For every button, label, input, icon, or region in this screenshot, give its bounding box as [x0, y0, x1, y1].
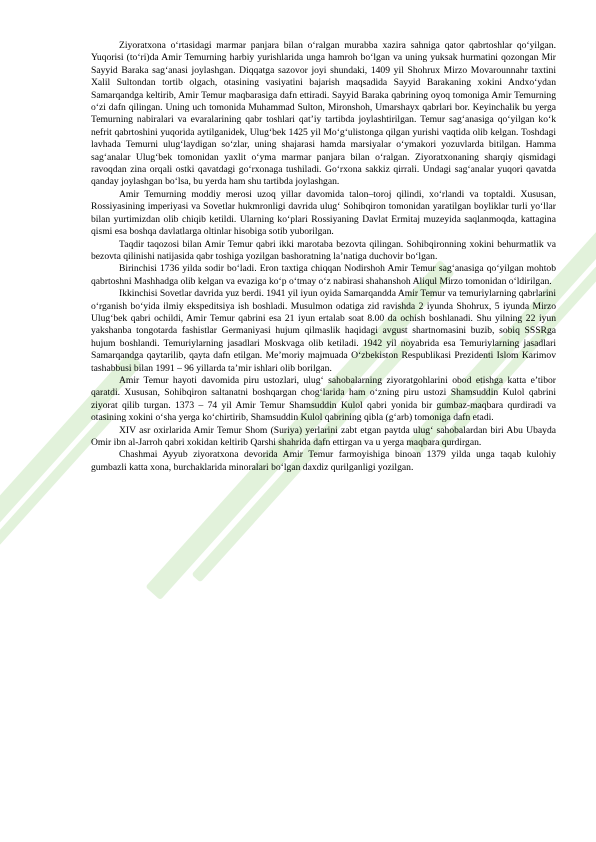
body-text [91, 40, 556, 474]
paragraph: Ikkinchisi Sovetlar davrida yuz berdi. 1941 yil iyun oyida Samarqandda Amir Temur va temuriylarning qabrlarini o‘rganish bo‘yida ilmiy ekspeditsiya ish boshladi. Musulmon odatiga zid ravishda 2 iyunda Shohrux, 5 iyunda Mirzo Ulug‘bek qabri ochildi, Amir Temur qabrini esa 21 iyun ertalab soat 8.00 da ochish boshlanadi. Shu yilning 22 iyun yakshanba tongotarda fashistlar Germaniyasi hujum qilmaslik haqidagi avgust shartnomasini buzib, sobiq SSSRga hujum boshlandi. Temuriylarning jasadlari Moskvaga olib ketiladi. 1942 yil noyabrida esa Temuriylarning jasadlari Samarqandga qaytarilib, qayta dafn etilgan. Me’moriy majmuada O‘zbekiston Respublikasi Prezidenti Islom Karimov tashabbusi bilan 1991 – 96 yillarda ta’mir ishlari olib borilgan. [91, 288, 556, 374]
paragraph: Ziyoratxona o‘rtasidagi marmar panjara bilan o‘ralgan murabba xazira sahniga qator qabrtoshlar qo‘yilgan. Yuqorisi (to‘ri)da Amir Temurning harbiy yurishlarida unga hamroh bo‘lgan va uning yuksak hurmatini qozongan Mir Sayyid Baraka sag‘anasi joylashgan. Diqqatga sazovor joyi shundaki, 1409 yil Shohrux Mirzo Movarounnahr taxtini Xalil Sultondan tortib olgach, otasining vasiyatini bajarish maqsadida Sayyid Barakaning xokini Andxo‘ydan Samarqandga keltirib, Amir Temur maqbarasiga dafn ettiradi. Sayyid Baraka qabrining oyoq tomoniga Amir Temurning o‘zi dafn qilingan. Uning uch tomonida Muhammad Sulton, Mironshoh, Umarshayx qabrlari bor. Keyinchalik bu yerga Temurning nabiralari va evaralarining qabr toshlari qat’iy tartibda joylashtirilgan. Temur sag‘anasiga qo‘yilgan ko‘k nefrit qabrtoshini yuqorida aytilganidek, Ulug‘bek 1425 yil Mo‘g‘ulistonga qilgan yurishi vaqtida olib kelgan. Toshdagi lavhada Temurni ulug‘laydigan so‘zlar, uning shajarasi hamda marsiyalar o‘ymakori yozuvlarda bitilgan. Hamma sag‘analar Ulug‘bek tomonidan yaxlit o‘yma marmar panjara bilan o‘ralgan. Ziyoratxonaning sharqiy qismidagi ravoqdan zina orqali ostki qavatdagi go‘rxonaga tushiladi. Go‘rxona sakkiz qirrali. Undagi sag‘analar yuqori qavatda qanday joylashgan bo‘lsa, bu yerda ham shu tartibda joylashgan. [91, 40, 556, 188]
paragraph: Taqdir taqozosi bilan Amir Temur qabri ikki marotaba bezovta qilingan. Sohibqironning xokini behurmatlik va bezovta qilinishi natijasida qabr toshiga yozilgan bashoratning la’natiga duchovir bo‘lgan. [91, 238, 556, 262]
paragraph: Amir Temurning moddiy merosi uzoq yillar davomida talon–toroj qilindi, xo‘rlandi va toptaldi. Xususan, Rossiyasining imperiyasi va Sovetlar hukmronligi davrida ulug‘ Sohibqiron tomonidan yaratilgan boyliklar turli yo‘llar bilan yurtimizdan olib chiqib ketildi. Ularning ko‘plari Rossiyaning Davlat Ermitaj muzeyida saqlanmoqda, kattagina qismi esa boshqa davlatlarga oltinlar hisobiga sotib yuborilgan. [91, 188, 556, 238]
paragraph: XIV asr oxirlarida Amir Temur Shom (Suriya) yerlarini zabt etgan paytda ulug‘ sahobalardan biri Abu Ubayda Omir ibn al-Jarroh qabri xokidan keltirib Qarshi shahrida dafn ettirgan va u yerga maqbara qurdirgan. [91, 424, 556, 448]
paragraph: Amir Temur hayoti davomida piru ustozlari, ulug‘ sahobalarning ziyoratgohlarini obod etishga katta e’tibor qaratdi. Xususan, Sohibqiron saltanatni boshqargan chog‘larida ham o‘zning piru ustozi Shamsuddin Kulol qabrini ziyorat qilib turgan. 1373 – 74 yil Amir Temur Shamsuddin Kulol qabri yonida bir gumbaz-maqbara qurdiradi va otasining xokini o‘sha yerga ko‘chirtirib, Shamsuddin Kulol qabrining qibla (g‘arb) tomoniga dafn etadi. [91, 374, 556, 424]
paragraph: Chashmai Ayyub ziyoratxona devorida Amir Temur farmoyishiga binoan 1379 yilda unga taqab kulohiy gumbazli katta xona, burchaklarida minoralari bo‘lgan daxdiz qurilganligi yozilgan. [91, 449, 556, 473]
paragraph: Birinchisi 1736 yilda sodir bo‘ladi. Eron taxtiga chiqqan Nodirshoh Amir Temur sag‘anasiga qo‘yilgan mohtob qabrtoshni Mashhadga olib kelgan va evaziga ko‘p o‘tmay o‘z nabirasi shahanshoh Aliqul Mirzo tomonidan o‘ldirilgan. [91, 263, 556, 287]
